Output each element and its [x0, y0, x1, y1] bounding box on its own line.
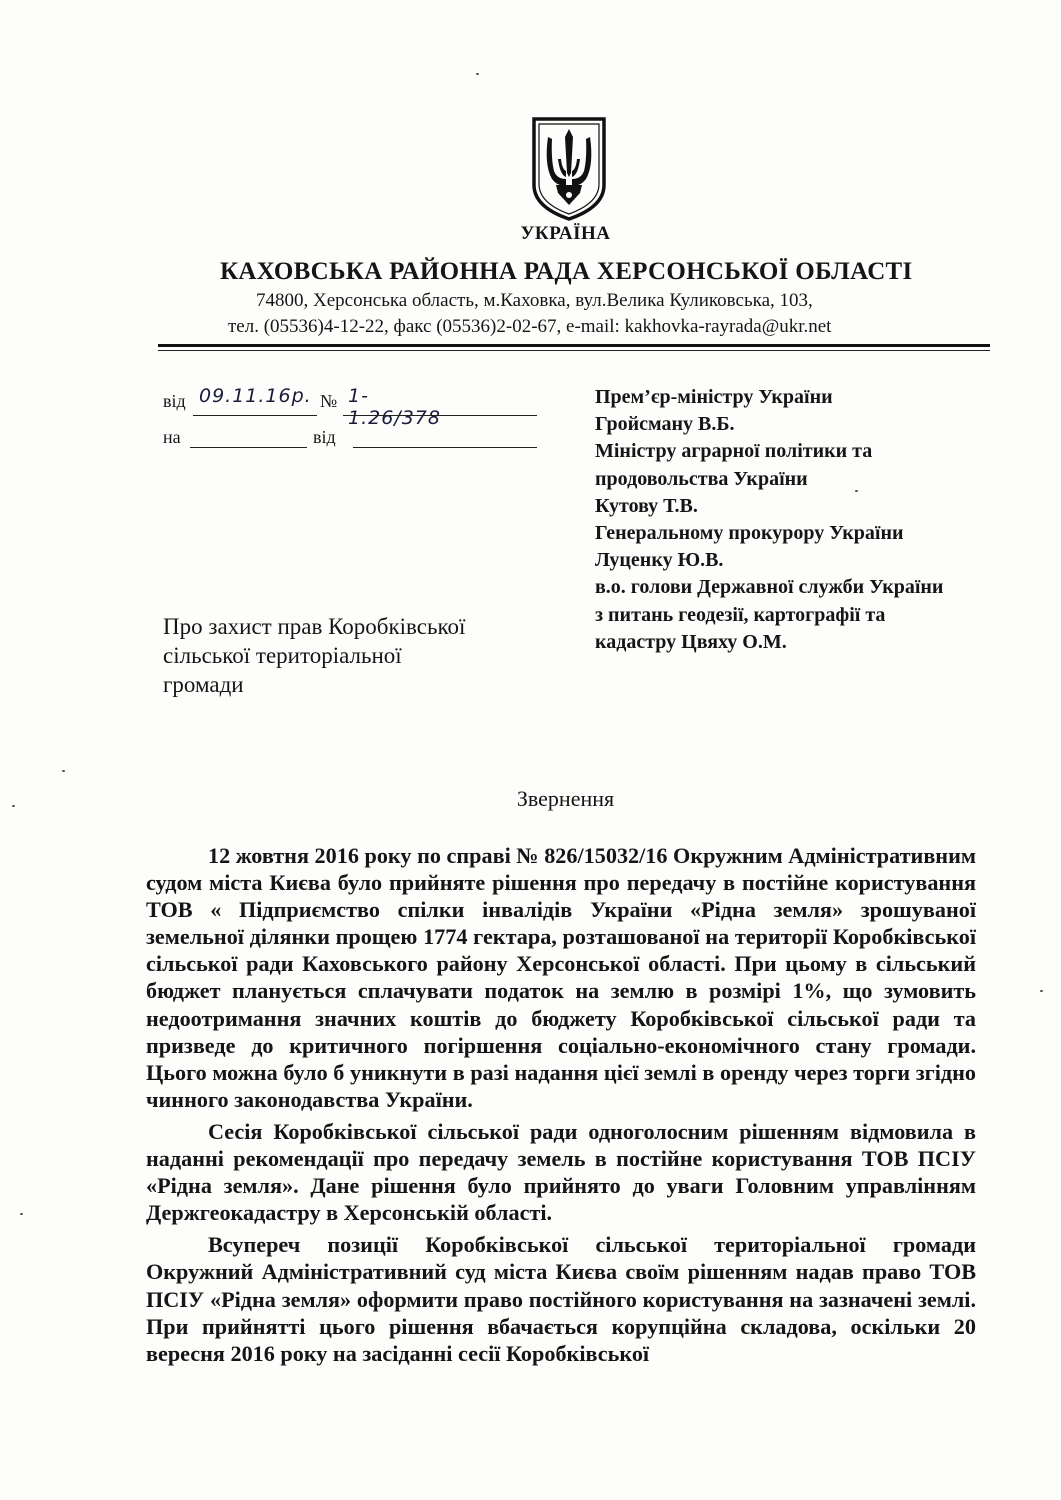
letterhead-divider-thin — [158, 350, 990, 351]
scan-speck — [20, 1213, 23, 1215]
on-label: на — [163, 427, 181, 447]
number-label: № — [320, 391, 338, 411]
addressee-line: продовольства України — [595, 467, 808, 490]
subject-line: Про захист прав Коробківської — [163, 614, 466, 639]
document-heading: Звернення — [516, 786, 615, 811]
organization-address: 74800, Херсонська область, м.Каховка, вул.Велика Куликовська, 103, — [256, 290, 813, 311]
country-name: УКРАЇНА — [520, 223, 611, 244]
letter-body — [146, 842, 976, 1372]
outgoing-number: 1-1.26/378 — [348, 385, 441, 429]
addressee-line: Кутову Т.В. — [595, 494, 698, 517]
scan-speck — [12, 805, 15, 807]
organization-name: КАХОВСЬКА РАЙОННА РАДА ХЕРСОНСЬКОЇ ОБЛАСТІ — [220, 258, 913, 285]
outgoing-date: 09.11.16р. — [199, 385, 312, 407]
addressee-block — [595, 384, 943, 656]
body-paragraph: Всупереч позиції Коробківської сільської територіальної громади Окружний Адміністративний суд міста Києва своїм рішенням надав право ТОВ ПСІУ «Рідна земля» оформити право постійного користування на зазначені землі. При прийнятті цього рішення вбачається корупційна складова, оскільки 20 вересня 2016 року на засіданні сесії Коробківської — [146, 1232, 976, 1366]
trident-emblem-icon — [530, 115, 608, 223]
scan-speck — [855, 490, 858, 492]
incoming-date-line — [353, 447, 537, 448]
subject-line: сільської територіальної — [163, 643, 402, 668]
incoming-number-line — [190, 447, 307, 448]
addressee-line: з питань геодезії, картографії та — [595, 603, 886, 626]
scan-speck — [1040, 990, 1043, 992]
addressee-line: Гройсману В.Б. — [595, 413, 735, 436]
date-underline — [193, 415, 317, 416]
addressee-line: Луценку Ю.В. — [595, 549, 724, 572]
subject-block — [163, 612, 465, 699]
addressee-line: в.о. голови Державної служби України — [595, 576, 944, 599]
from-label: від — [163, 391, 186, 411]
organization-contacts: тел. (05536)4-12-22, факс (05536)2-02-67, e-mail: kakhovka-rayrada@ukr.net — [228, 316, 832, 337]
addressee-line: Генеральному прокурору України — [595, 522, 904, 545]
subject-line: громади — [163, 672, 244, 697]
number-underline — [343, 415, 537, 416]
addressee-line: Прем’єр-міністру України — [595, 386, 833, 408]
on-from-label: від — [313, 427, 336, 447]
letterhead-divider — [158, 344, 990, 347]
addressee-line: Міністру аграрної політики та — [595, 440, 873, 463]
scan-speck — [62, 770, 65, 772]
body-paragraph: Сесія Коробківської сільської ради одноголосним рішенням відмовила в наданні рекомендації про передачу земель в постійне користування ТОВ ПСІУ «Рідна земля». Дане рішення було прийнято до уваги Головним управлінням Держгеокадастру в Херсонській області. — [146, 1118, 976, 1226]
addressee-line: кадастру Цвяху О.М. — [595, 630, 787, 653]
body-paragraph: 12 жовтня 2016 року по справі № 826/15032/16 Окружним Адміністративним судом міста Києва було прийняте рішення про передачу в постійне користування ТОВ « Підприємство спілки інвалідів України «Рідна земля» зрошуваної земельної ділянки прощею 1774 гектара, розташованої на території Коробківської сільської ради Каховського району Херсонської області. При цьому в сільський бюджет планується сплачувати податок на землю в розмірі 1%, що зумовить недоотримання значних коштів до бюджету Коробківської сільської ради та призведе до критичного погіршення соціально-економічного стану громади. Цього можна було б уникнути в разі надання цієї землі в оренду через торги згідно чинного законодавства України. — [146, 843, 976, 1112]
scan-speck — [476, 73, 479, 75]
